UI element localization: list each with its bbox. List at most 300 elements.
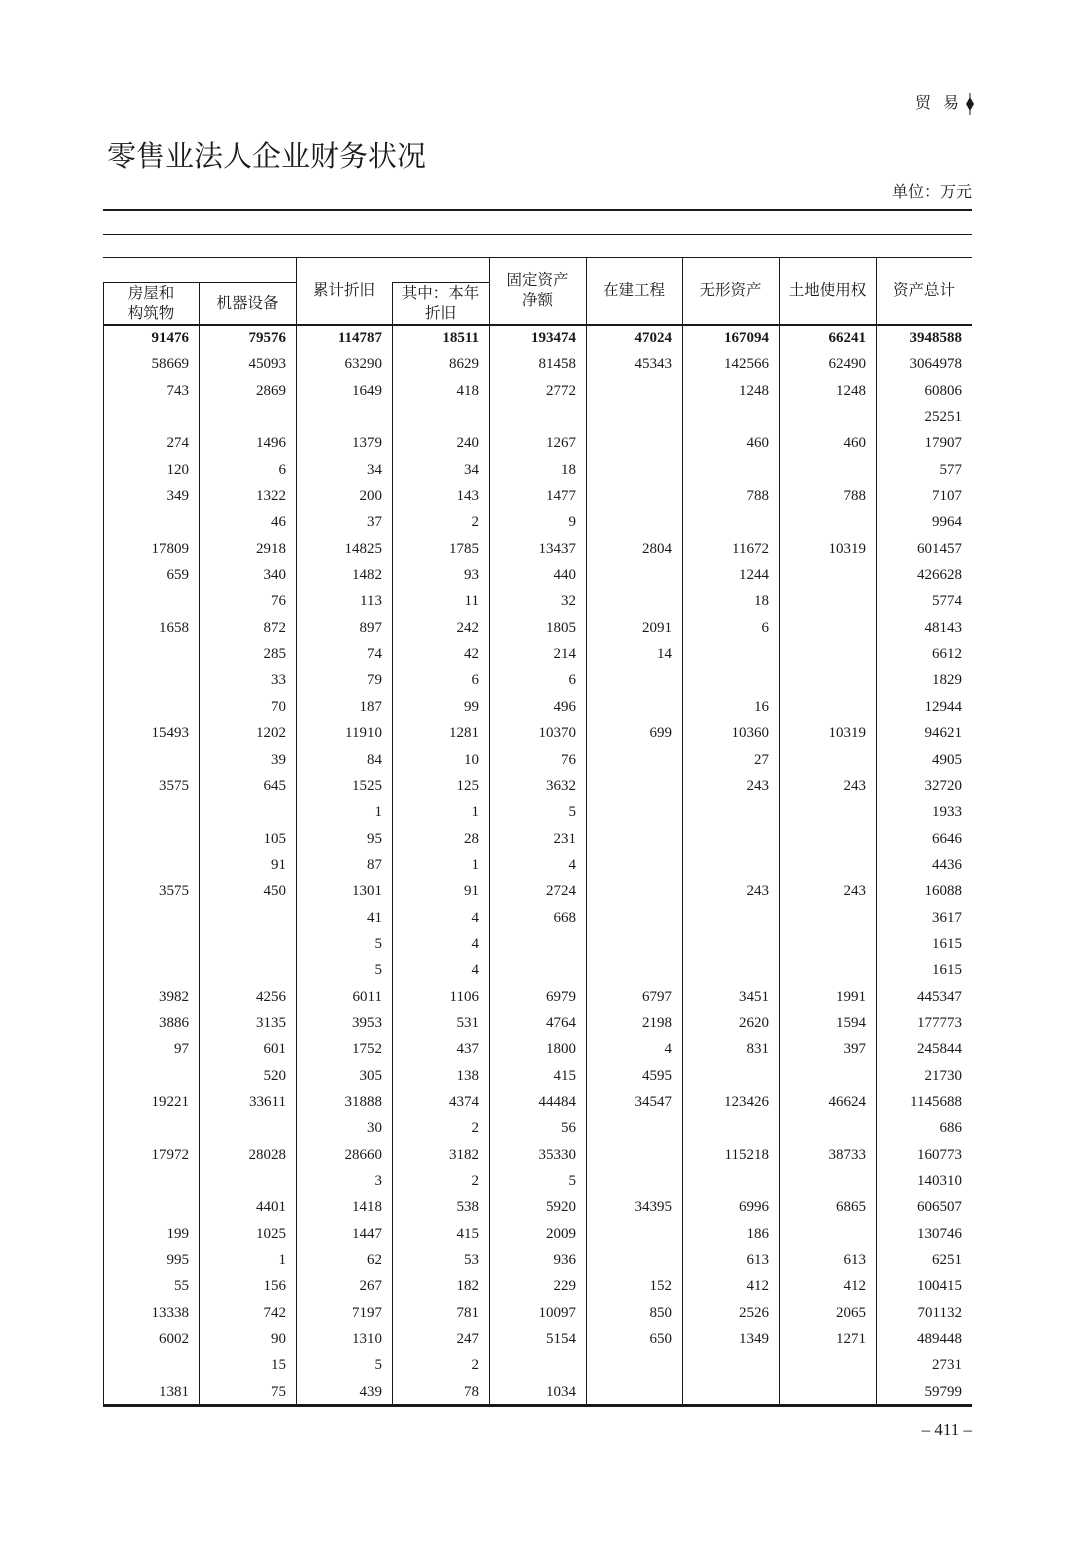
table-cell: 10 [464,751,479,768]
table-cell: 6865 [836,1199,866,1216]
table-cell: 95 [367,830,382,847]
table-cell: 55 [174,1278,189,1295]
table-cell: 1271 [836,1331,866,1348]
table-cell [779,457,876,483]
table-cell: 450 [263,883,286,900]
table-cell: 1202 [256,725,286,742]
table-cell: 18 [754,593,769,610]
running-header: 贸 易 [915,95,964,112]
table-cell: 28660 [344,1146,382,1163]
table-cell [779,1063,876,1089]
table-cell: 6251 [932,1252,962,1269]
table-row [103,483,972,509]
table-row [103,1273,972,1299]
table-cell: 31888 [344,1093,382,1110]
table-cell: 439 [359,1383,382,1400]
table-cell: 460 [746,435,769,452]
table-cell: 686 [939,1120,962,1137]
table-cell: 1658 [159,619,189,636]
table-cell: 577 [939,461,962,478]
table-cell: 1310 [352,1331,382,1348]
table-cell: 6 [568,672,576,689]
table-cell: 613 [843,1252,866,1269]
table-cell: 240 [456,435,479,452]
table-cell: 872 [263,619,286,636]
table-cell: 2526 [739,1304,769,1321]
table-cell: 46624 [828,1093,866,1110]
table-cell: 99 [464,698,479,715]
table-cell [682,667,779,693]
table-row [103,378,972,404]
table-row [103,667,972,693]
table-cell: 3451 [739,988,769,1005]
table-cell: 16 [754,698,769,715]
table-cell: 17809 [151,540,189,557]
table-cell: 243 [843,883,866,900]
table-cell: 437 [456,1041,479,1058]
table-row [103,931,972,957]
table-cell: 245844 [917,1041,962,1058]
table-cell: 4905 [932,751,962,768]
table-cell: 5 [374,935,382,952]
table-cell: 42 [464,646,479,663]
table-row [103,799,972,825]
table-row [103,1115,972,1141]
table-cell: 531 [456,1014,479,1031]
table-cell: 520 [263,1067,286,1084]
table-cell [682,931,779,957]
table-cell [103,957,199,983]
table-cell: 3182 [449,1146,479,1163]
table-cell: 53 [464,1252,479,1269]
table-cell: 6 [761,619,769,636]
table-cell: 701132 [917,1304,962,1321]
table-row [103,351,972,377]
table-cell [682,404,779,430]
table-cell [779,931,876,957]
table-cell: 74 [367,646,382,663]
table-cell: 56 [561,1120,576,1137]
table-cell: 1933 [932,804,962,821]
table-cell [586,878,682,904]
table-cell: 13338 [151,1304,189,1321]
table-cell: 2869 [256,382,286,399]
table-cell: 87 [367,856,382,873]
table-cell [103,694,199,720]
table-cell [779,694,876,720]
table-cell: 1248 [836,382,866,399]
table-cell [586,747,682,773]
table-row [103,1194,972,1220]
table-cell: 3 [374,1173,382,1189]
table-cell: 94621 [924,725,962,742]
table-cell: 2198 [642,1014,672,1031]
table-cell: 62490 [828,356,866,373]
table-cell: 606507 [917,1199,962,1216]
table-cell [682,1168,779,1194]
table-cell [103,1063,199,1089]
table-cell: 35330 [538,1146,576,1163]
table-cell [779,852,876,878]
table-cell [489,957,586,983]
table-cell: 34 [464,461,479,478]
table-cell [779,1379,876,1405]
table-cell [586,957,682,983]
table-cell: 6979 [546,988,576,1005]
table-cell [682,1115,779,1141]
table-cell: 27 [754,751,769,768]
table-cell [199,799,296,825]
table-cell [103,1352,199,1378]
table-row [103,694,972,720]
table-cell: 12944 [924,698,962,715]
table-cell [586,1247,682,1273]
table-cell: 1034 [546,1383,576,1400]
table-cell: 120 [166,461,189,478]
table-cell: 214 [553,646,576,663]
table-cell: 2091 [642,619,672,636]
table-cell: 1025 [256,1225,286,1242]
table-cell: 2 [471,514,479,531]
table-cell: 659 [166,567,189,584]
table-cell: 14 [657,646,672,663]
table-cell: 140310 [917,1173,962,1189]
table-cell: 243 [843,777,866,794]
table-cell [779,509,876,535]
table-cell: 1752 [352,1041,382,1058]
table-cell: 66241 [828,330,866,346]
table-cell: 143 [456,488,479,505]
unit-label: 单位：万元 [891,184,972,201]
table-cell: 242 [456,619,479,636]
table-row [103,588,972,614]
table-cell: 200 [359,488,382,505]
table-cell: 3575 [159,883,189,900]
table-cell: 4401 [256,1199,286,1216]
table-cell [586,1168,682,1194]
table-row [103,1168,972,1194]
table-cell: 9964 [932,514,962,531]
table-cell [586,799,682,825]
table-row [103,1326,972,1352]
table-cell: 34395 [634,1199,672,1216]
table-cell: 142566 [724,356,769,373]
table-cell: 10319 [828,725,866,742]
table-cell [199,931,296,957]
table-row [103,641,972,667]
table-cell [682,509,779,535]
table-cell: 193474 [531,330,576,346]
table-cell: 1496 [256,435,286,452]
table-cell: 489448 [917,1331,962,1348]
table-cell: 59799 [924,1383,962,1400]
table-cell: 418 [456,382,479,399]
table-cell: 3953 [352,1014,382,1031]
table-cell: 79 [367,672,382,689]
table-top-rule [103,209,972,211]
table-cell: 32720 [924,777,962,794]
table-row [103,325,972,351]
table-cell: 186 [746,1225,769,1242]
table-cell: 6 [471,672,479,689]
table-cell [586,378,682,404]
table-cell: 182 [456,1278,479,1295]
table-cell: 2009 [546,1225,576,1242]
table-cell: 17907 [924,435,962,452]
table-cell [586,1379,682,1405]
table-cell: 7107 [932,488,962,505]
table-cell: 1145688 [910,1093,962,1110]
table-cell [586,852,682,878]
table-cell: 426628 [917,567,962,584]
table-cell: 34 [367,461,382,478]
table-cell: 1800 [546,1041,576,1058]
table-cell [779,905,876,931]
table-row [103,957,972,983]
table-cell: 6002 [159,1331,189,1348]
table-cell: 90 [271,1331,286,1348]
table-cell: 37 [367,514,382,531]
table-cell: 91476 [151,330,189,346]
table-cell [103,799,199,825]
table-cell [103,1168,199,1194]
table-cell [586,694,682,720]
table-row [103,457,972,483]
table-cell: 17972 [151,1146,189,1163]
table-cell: 58669 [151,356,189,373]
table-cell: 47024 [634,330,672,346]
table-cell [103,747,199,773]
table-cell: 415 [553,1067,576,1084]
table-cell [682,1379,779,1405]
table-cell: 1301 [352,883,382,900]
table-cell: 1 [471,856,479,873]
table-cell [779,799,876,825]
table-cell [682,852,779,878]
table-cell: 3948588 [909,330,962,346]
table-cell: 897 [359,619,382,636]
table-cell: 349 [166,488,189,505]
table-cell: 788 [746,488,769,505]
table-cell: 5 [374,1357,382,1374]
table-cell: 28 [464,830,479,847]
table-cell: 13437 [538,540,576,557]
table-cell: 5 [374,962,382,979]
table-cell [103,509,199,535]
table-cell: 1615 [932,962,962,979]
table-cell [779,1168,876,1194]
table-cell [779,826,876,852]
table-cell: 1379 [352,435,382,452]
table-cell: 229 [553,1278,576,1295]
table-cell: 415 [456,1225,479,1242]
table-row [103,826,972,852]
table-cell [779,562,876,588]
table-cell: 445347 [917,988,962,1005]
table-cell: 2 [471,1357,479,1374]
table-cell: 650 [649,1331,672,1348]
table-cell: 1 [471,804,479,821]
column-header-land-use-rights: 土地使用权 [788,282,867,299]
table-cell [682,457,779,483]
table-cell: 38733 [828,1146,866,1163]
table-cell: 4 [471,935,479,952]
table-row [103,1247,972,1273]
table-cell: 274 [166,435,189,452]
table-cell: 97 [174,1041,189,1058]
table-cell [682,957,779,983]
table-cell: 81458 [538,356,576,373]
table-cell: 10097 [538,1304,576,1321]
table-cell: 152 [649,1278,672,1295]
page-number: – 411 – [921,1420,972,1439]
table-cell [296,404,392,430]
table-cell: 33 [271,672,286,689]
table-cell: 105 [263,830,286,847]
table-cell: 1267 [546,435,576,452]
table-cell: 2 [471,1173,479,1189]
table-cell [586,826,682,852]
table-cell [103,1194,199,1220]
table-cell: 4 [664,1041,672,1058]
table-cell: 21730 [924,1067,962,1084]
table-cell [779,1115,876,1141]
table-cell: 91 [271,856,286,873]
table-cell: 285 [263,646,286,663]
table-row [103,747,972,773]
table-row [103,536,972,562]
table-cell: 1785 [449,540,479,557]
table-cell: 3982 [159,988,189,1005]
table-cell: 199 [166,1225,189,1242]
table-row [103,1010,972,1036]
table-cell [103,641,199,667]
table-cell: 4436 [932,856,962,873]
table-cell: 3064978 [909,356,962,373]
table-cell: 84 [367,751,382,768]
table-row [103,509,972,535]
table-row [103,1352,972,1378]
table-cell: 1281 [449,725,479,742]
table-cell [586,483,682,509]
table-row [103,615,972,641]
table-cell: 19221 [151,1093,189,1110]
table-cell: 75 [271,1383,286,1400]
table-cell [779,667,876,693]
table-cell: 100415 [917,1278,962,1295]
page-title: 零售业法人企业财务状况 [107,141,427,173]
table-cell [489,1352,586,1378]
table-cell: 5774 [932,593,962,610]
table-cell: 2804 [642,540,672,557]
column-header-machinery: 机器设备 [216,294,279,312]
table-cell: 781 [456,1304,479,1321]
table-cell: 4 [471,909,479,926]
table-cell: 167094 [724,330,769,346]
table-cell [586,773,682,799]
table-cell: 645 [263,777,286,794]
table-row [103,1221,972,1247]
table-cell: 340 [263,567,286,584]
table-cell: 397 [843,1041,866,1058]
table-cell: 788 [843,488,866,505]
table-cell: 16088 [924,883,962,900]
table-cell [199,957,296,983]
column-header-current-year-depreciation: 其中：本年 折旧 [401,284,480,322]
table-row [103,1036,972,1062]
table-cell: 70 [271,698,286,715]
table-cell: 2065 [836,1304,866,1321]
table-cell [103,667,199,693]
table-cell: 93 [464,567,479,584]
table-cell: 76 [561,751,576,768]
table-cell: 28028 [248,1146,286,1163]
table-cell: 15 [271,1357,286,1374]
table-cell: 1106 [449,988,479,1005]
table-cell: 613 [746,1252,769,1269]
table-cell: 11672 [732,540,769,557]
table-cell: 6996 [739,1199,769,1216]
table-cell: 8629 [449,356,479,373]
table-cell: 3617 [932,909,962,926]
table-cell: 267 [359,1278,382,1295]
table-cell: 668 [553,909,576,926]
table-cell: 11 [464,593,479,610]
table-cell [586,404,682,430]
table-row [103,430,972,456]
table-cell: 243 [746,777,769,794]
table-cell [199,404,296,430]
table-cell: 699 [649,725,672,742]
table-row [103,1379,972,1405]
table-cell: 6011 [352,988,382,1005]
table-cell: 1248 [739,382,769,399]
table-row [103,905,972,931]
column-header-construction-in-progress: 在建工程 [602,282,665,299]
table-cell [103,905,199,931]
table-cell: 33611 [249,1093,286,1110]
table-cell: 130746 [917,1225,962,1242]
table-cell: 3632 [546,777,576,794]
table-cell [103,852,199,878]
table-cell: 10319 [828,540,866,557]
table-row [103,720,972,746]
table-cell [586,562,682,588]
table-cell [586,931,682,957]
table-cell: 743 [166,382,189,399]
table-cell: 4 [568,856,576,873]
table-body [103,325,972,1405]
header-rule-1 [103,234,972,235]
table-cell: 10370 [538,725,576,742]
table-cell [682,1352,779,1378]
table-cell: 1482 [352,567,382,584]
table-cell [586,1115,682,1141]
table-cell: 243 [746,883,769,900]
table-cell [779,588,876,614]
table-cell: 1 [278,1252,286,1269]
table-cell: 39 [271,751,286,768]
table-cell: 1615 [932,935,962,952]
table-cell: 1322 [256,488,286,505]
table-cell: 1594 [836,1014,866,1031]
table-cell: 25251 [924,409,962,426]
diamond-marker-icon [964,93,976,115]
table-cell: 247 [456,1331,479,1348]
table-cell: 936 [553,1252,576,1269]
table-cell: 125 [456,777,479,794]
table-cell: 1805 [546,619,576,636]
